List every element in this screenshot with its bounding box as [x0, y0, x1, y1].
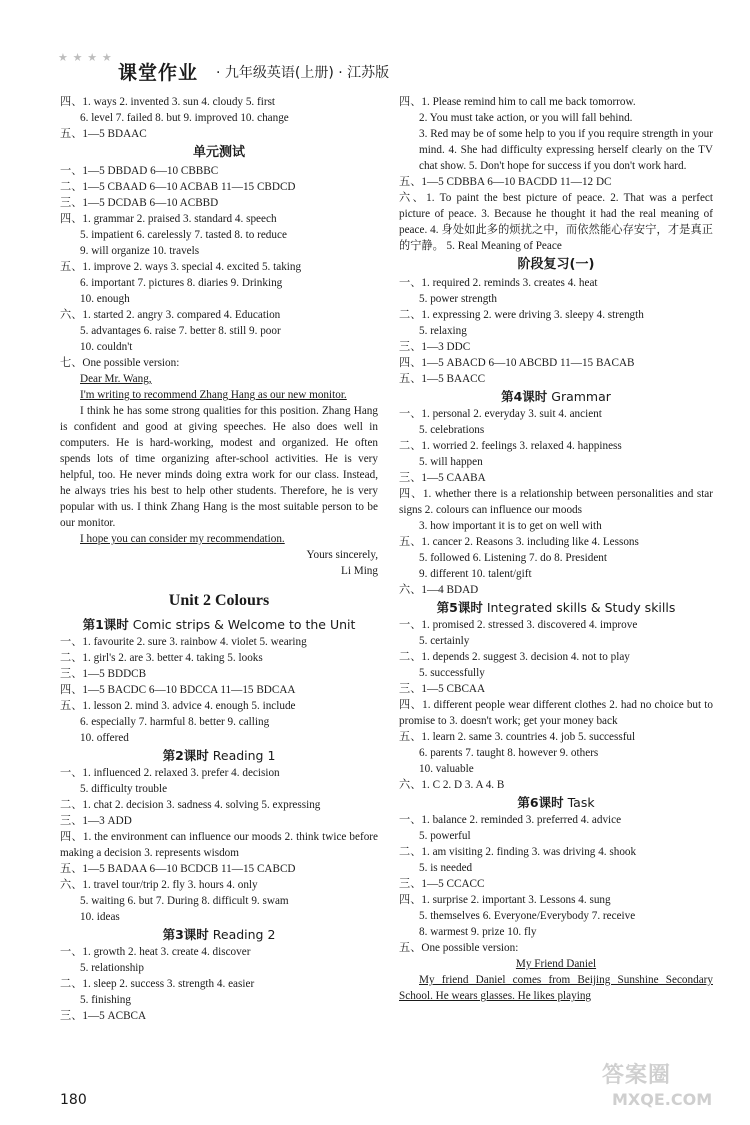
lesson-title: Integrated skills & Study skills [486, 600, 676, 615]
lesson-title: Task [567, 795, 595, 810]
section-heading: 单元测试 [192, 145, 245, 160]
answer-line: 二、1. sleep 2. success 3. strength 4. easier [60, 978, 255, 990]
essay-paragraph: I think he has some strong qualities for this position. Zhang Hang is confident and good at giving speeches. He also does well in computers. He is hard-working, modest and organized. He often spends lots of time organizing after-school activities. He is very helpful, too. He never minds doing extra work for our class. Instead, he always tries his best to help other students. Therefore, he is very popular with us. I think Zhang Hang is the most suitable person to be our monitor. [60, 405, 378, 529]
lesson-heading [60, 617, 378, 633]
essay-title: My Friend Daniel [515, 958, 597, 970]
answer-line: 三、1—5 CCACC [399, 878, 485, 890]
answer-line: 一、1. favourite 2. sure 3. rainbow 4. violet 5. wearing [60, 636, 307, 648]
answer-line-cont: 5. advantages 6. raise 7. better 8. still 9. poor [80, 325, 281, 337]
answer-line: 四、1. Please remind him to call me back tomorrow. [399, 96, 636, 108]
lesson-number: 第4课时 [501, 389, 548, 404]
answer-line: 二、1. worried 2. feelings 3. relaxed 4. happiness [399, 440, 622, 452]
answer-line-cont: 5. certainly [419, 635, 470, 647]
answer-line-cont: 5. difficulty trouble [80, 783, 168, 795]
answer-line-cont: 5. relationship [80, 962, 145, 974]
answer-line: 一、1—5 DBDAD 6—10 CBBBC [60, 165, 219, 177]
lesson-number: 第2课时 [162, 748, 209, 763]
watermark-url: MXQE.COM [612, 1090, 713, 1109]
answer-line: 一、1. promised 2. stressed 3. discovered 4. improve [399, 619, 638, 631]
right-column [399, 94, 713, 1004]
answer-line-cont: 9. will organize 10. travels [80, 245, 200, 257]
answer-line-cont: 5. powerful [419, 830, 471, 842]
answer-line-cont: 10. enough [80, 293, 130, 305]
answer-line: 五、1. lesson 2. mind 3. advice 4. enough 5. include [60, 700, 296, 712]
answer-line-cont: 9. different 10. talent/gift [419, 568, 532, 580]
answer-line: 五、One possible version: [399, 942, 519, 954]
watermark-logo: 答案圈 [602, 1063, 672, 1088]
answer-line: 一、1. required 2. reminds 3. creates 4. heat [399, 277, 598, 289]
lesson-heading [60, 748, 378, 764]
answer-line-cont: 6. especially 7. harmful 8. better 9. calling [80, 716, 270, 728]
lesson-title: Grammar [551, 389, 611, 404]
answer-line: 二、1. depends 2. suggest 3. decision 4. not to play [399, 651, 630, 663]
answer-line: 四、1—5 BACDC 6—10 BDCCA 11—15 BDCAA [60, 684, 296, 696]
answer-line: 三、1—5 ACBCA [60, 1010, 147, 1022]
answer-line-cont: 5. successfully [419, 667, 485, 679]
answer-line: 二、1—5 CBAAD 6—10 ACBAB 11—15 CBDCD [60, 181, 296, 193]
answer-line-cont: 6. parents 7. taught 8. however 9. others [419, 747, 599, 759]
answer-line-cont: 3. how important it is to get on well with [419, 520, 602, 532]
answer-line: 四、1. surprise 2. important 3. Lessons 4. sung [399, 894, 611, 906]
answer-line-cont: 5. followed 6. Listening 7. do 8. President [419, 552, 607, 564]
answer-line: 二、1. chat 2. decision 3. sadness 4. solving 5. expressing [60, 799, 321, 811]
answer-line-cont: 10. couldn't [80, 341, 133, 353]
answer-line: 一、1. growth 2. heat 3. create 4. discover [60, 946, 251, 958]
answer-line: 四、1. grammar 2. praised 3. standard 4. speech [60, 213, 277, 225]
answer-line: 三、1—5 CAABA [399, 472, 486, 484]
answer-line: 二、1. girl's 2. are 3. better 4. taking 5. looks [60, 652, 263, 664]
answer-line-cont: 5. impatient 6. carelessly 7. tasted 8. to reduce [80, 229, 287, 241]
answer-line: 四、1. ways 2. invented 3. sun 4. cloudy 5. first [60, 96, 276, 108]
lesson-heading [399, 600, 713, 616]
answer-line-cont: 10. offered [80, 732, 129, 744]
answer-line-cont: 6. important 7. pictures 8. diaries 9. Drinking [80, 277, 283, 289]
answer-line: 三、1—3 DDC [399, 341, 471, 353]
lesson-heading [399, 389, 713, 405]
left-column [60, 94, 378, 1024]
answer-line-cont: 5. power strength [419, 293, 497, 305]
lesson-heading [399, 795, 713, 811]
answer-line-cont: 5. themselves 6. Everyone/Everybody 7. receive [419, 910, 636, 922]
answer-line: 五、1—5 BADAA 6—10 BCDCB 11—15 CABCD [60, 863, 296, 875]
answer-line: 五、1—5 BDAAC [60, 128, 147, 140]
answer-line-cont: 2. You must take action, or you will fall behind. [419, 112, 633, 124]
lesson-number: 第6课时 [517, 795, 564, 810]
page-number: 180 [60, 1092, 87, 1108]
answer-line-cont: 5. waiting 6. but 7. During 8. difficult 9. swam [80, 895, 289, 907]
stars-decoration-icon: ★ ★ ★ ★ [58, 52, 113, 64]
answer-line-wrap: 3. Red may be of some help to you if you require strength in your mind. 4. She had difficulty expressing herself clearly on the TV chat show. 5. Don't hope for success if you don't work hard. [419, 128, 713, 172]
lesson-number: 第3课时 [162, 927, 209, 942]
answer-line-cont: 5. is needed [419, 862, 473, 874]
essay-paragraph: I'm writing to recommend Zhang Hang as our new monitor. [80, 389, 347, 401]
section-heading: 阶段复习(一) [517, 257, 595, 272]
answer-line: 一、1. balance 2. reminded 3. preferred 4. advice [399, 814, 622, 826]
answer-line: 三、1—5 DCDAB 6—10 ACBBD [60, 197, 219, 209]
answer-line-cont: 5. will happen [419, 456, 483, 468]
answer-line: 五、1. cancer 2. Reasons 3. including like 4. Lessons [399, 536, 639, 548]
answer-line: 五、1. learn 2. same 3. countries 4. job 5. successful [399, 731, 636, 743]
answer-line-wrap: 四、1. whether there is a relationship between personalities and star signs 2. colours can influence our moods [399, 488, 713, 516]
answer-line-cont: 10. ideas [80, 911, 120, 923]
answer-line-cont: Dear Mr. Wang, [80, 373, 152, 385]
answer-line: 三、1—5 CBCAA [399, 683, 486, 695]
answer-line: 六、1. C 2. D 3. A 4. B [399, 779, 505, 791]
letter-closing: Li Ming [341, 565, 378, 577]
answer-line-cont: 6. level 7. failed 8. but 9. improved 10. change [80, 112, 289, 124]
answer-line-cont: 8. warmest 9. prize 10. fly [419, 926, 537, 938]
answer-line: 三、1—3 ADD [60, 815, 132, 827]
answer-line: 六、1. started 2. angry 3. compared 4. Education [60, 309, 281, 321]
answer-line-wrap: 四、1. different people wear different clothes 2. had no choice but to promise to 3. doesn't work; get your money back [399, 699, 713, 727]
lesson-heading [60, 927, 378, 943]
answer-line: 五、1. improve 2. ways 3. special 4. excited 5. taking [60, 261, 302, 273]
answer-line-wrap: 六、1. To paint the best picture of peace. 2. That was a perfect picture of peace. 3. Because he thought it had the real meaning of peace. 4. 身处如此多的烦扰之中，而依然能心存安宁，才是真正的宁静。 5. Real Meaning of Peace [399, 192, 713, 252]
lesson-title: Comic strips & Welcome to the Unit [132, 617, 356, 632]
essay-paragraph: I hope you can consider my recommendation. [80, 533, 285, 545]
answer-line: 二、1. am visiting 2. finding 3. was driving 4. shook [399, 846, 637, 858]
answer-line-cont: 10. valuable [419, 763, 474, 775]
answer-line: 二、1. expressing 2. were driving 3. sleepy 4. strength [399, 309, 644, 321]
unit-title: Unit 2 Colours [168, 592, 270, 609]
page-header [58, 52, 698, 86]
lesson-number: 第5课时 [436, 600, 483, 615]
answer-line: 一、1. personal 2. everyday 3. suit 4. ancient [399, 408, 602, 420]
answer-line: 七、One possible version: [60, 357, 180, 369]
answer-line: 一、1. influenced 2. relaxed 3. prefer 4. decision [60, 767, 280, 779]
answer-line: 四、1—5 ABACD 6—10 ABCBD 11—15 BACAB [399, 357, 635, 369]
answer-line: 五、1—5 CDBBA 6—10 BACDD 11—12 DC [399, 176, 612, 188]
answer-line-cont: 5. relaxing [419, 325, 467, 337]
answer-line: 六、1—4 BDAD [399, 584, 479, 596]
answer-line-cont: 5. finishing [80, 994, 131, 1006]
book-subtitle: · 九年级英语(上册) · 江苏版 [216, 65, 390, 81]
answer-line: 六、1. travel tour/trip 2. fly 3. hours 4. only [60, 879, 258, 891]
essay-paragraph: My friend Daniel comes from Beijing Sunshine Secondary School. He wears glasses. He likes playing [399, 974, 713, 1002]
lesson-number: 第1课时 [82, 617, 129, 632]
answer-line-cont: 5. celebrations [419, 424, 485, 436]
answer-line: 五、1—5 BAACC [399, 373, 486, 385]
lesson-title: Reading 1 [212, 748, 276, 763]
answer-line-wrap: 四、1. the environment can influence our moods 2. think twice before making a decision 3. represents wisdom [60, 831, 378, 859]
answer-line: 三、1—5 BDDCB [60, 668, 147, 680]
book-title: 课堂作业 [118, 62, 199, 84]
letter-closing: Yours sincerely, [306, 549, 378, 561]
lesson-title: Reading 2 [212, 927, 276, 942]
